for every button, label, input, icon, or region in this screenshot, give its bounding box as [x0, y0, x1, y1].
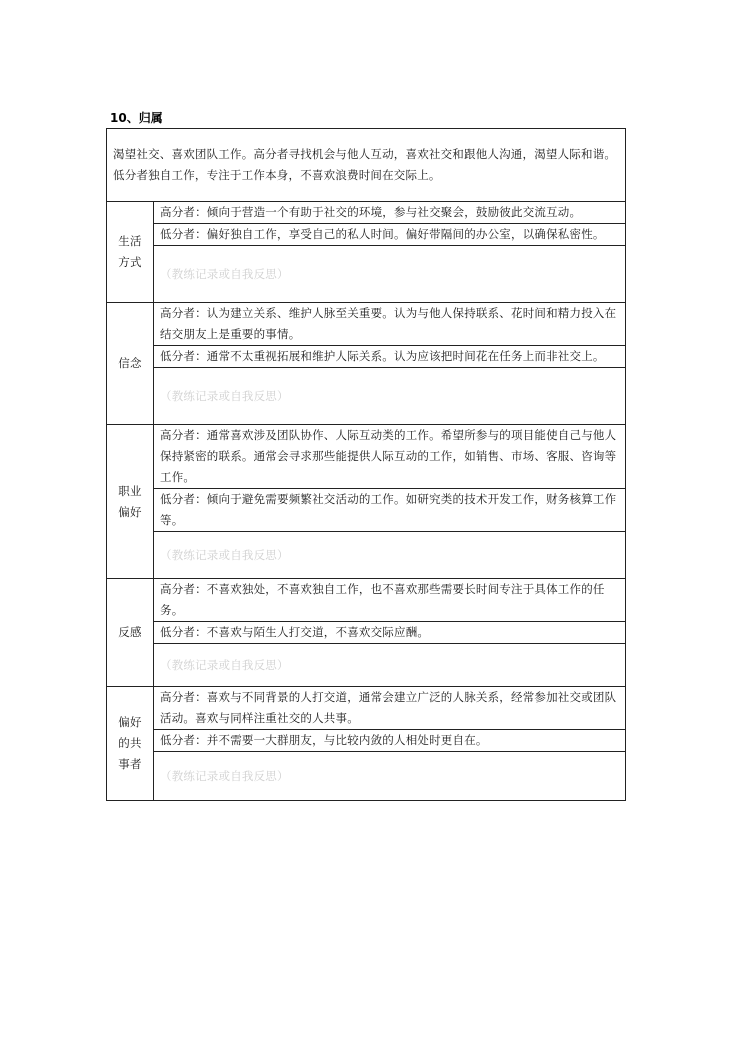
table-row	[107, 687, 626, 730]
table-row	[107, 730, 626, 752]
category-preferred-coworkers: 偏好的共事者	[107, 687, 154, 801]
low-scorer-text: 低分者：偏好独自工作，享受自己的私人时间。偏好带隔间的办公室，以确保私密性。	[154, 224, 626, 246]
table-row	[107, 224, 626, 246]
table-row	[107, 346, 626, 368]
table-row	[107, 532, 626, 579]
reflection-field[interactable]: （教练记录或自我反思）	[154, 246, 626, 303]
high-scorer-text: 高分者：倾向于营造一个有助于社交的环境，参与社交聚会，鼓励彼此交流互动。	[154, 202, 626, 224]
table-row	[107, 202, 626, 224]
low-scorer-text: 低分者：倾向于避免需要频繁社交活动的工作。如研究类的技术开发工作，财务核算工作等。	[154, 489, 626, 532]
low-scorer-text: 低分者：不喜欢与陌生人打交道，不喜欢交际应酬。	[154, 622, 626, 644]
reflection-field[interactable]: （教练记录或自我反思）	[154, 644, 626, 687]
table-row	[107, 246, 626, 303]
table-row	[107, 622, 626, 644]
high-scorer-text: 高分者：通常喜欢涉及团队协作、人际互动类的工作。希望所参与的项目能使自己与他人保持紧密的联系。通常会寻求那些能提供人际互动的工作，如销售、市场、客服、咨询等工作。	[154, 425, 626, 489]
table-row	[107, 425, 626, 489]
table-row	[107, 303, 626, 346]
high-scorer-text: 高分者：喜欢与不同背景的人打交道，通常会建立广泛的人脉关系，经常参加社交或团队活动。喜欢与同样注重社交的人共事。	[154, 687, 626, 730]
category-beliefs: 信念	[107, 303, 154, 425]
low-scorer-text: 低分者：通常不太重视拓展和维护人际关系。认为应该把时间花在任务上而非社交上。	[154, 346, 626, 368]
reflection-field[interactable]: （教练记录或自我反思）	[154, 532, 626, 579]
table-row	[107, 489, 626, 532]
table-row	[107, 579, 626, 622]
high-scorer-text: 高分者：不喜欢独处，不喜欢独自工作，也不喜欢那些需要长时间专注于具体工作的任务。	[154, 579, 626, 622]
reflection-field[interactable]: （教练记录或自我反思）	[154, 752, 626, 801]
intro-text: 渴望社交、喜欢团队工作。高分者寻找机会与他人互动，喜欢社交和跟他人沟通，渴望人际和谐。低分者独自工作，专注于工作本身，不喜欢浪费时间在交际上。	[107, 129, 626, 202]
intro-row	[107, 129, 626, 202]
category-career-preference: 职业偏好	[107, 425, 154, 579]
high-scorer-text: 高分者：认为建立关系、维护人脉至关重要。认为与他人保持联系、花时间和精力投入在结交朋友上是重要的事情。	[154, 303, 626, 346]
low-scorer-text: 低分者：并不需要一大群朋友，与比较内敛的人相处时更自在。	[154, 730, 626, 752]
section-title: 10、归属	[110, 111, 163, 125]
table-row	[107, 752, 626, 801]
category-lifestyle: 生活方式	[107, 202, 154, 303]
table-row	[107, 368, 626, 425]
table-row	[107, 644, 626, 687]
category-aversions: 反感	[107, 579, 154, 687]
trait-table	[106, 128, 626, 801]
reflection-field[interactable]: （教练记录或自我反思）	[154, 368, 626, 425]
